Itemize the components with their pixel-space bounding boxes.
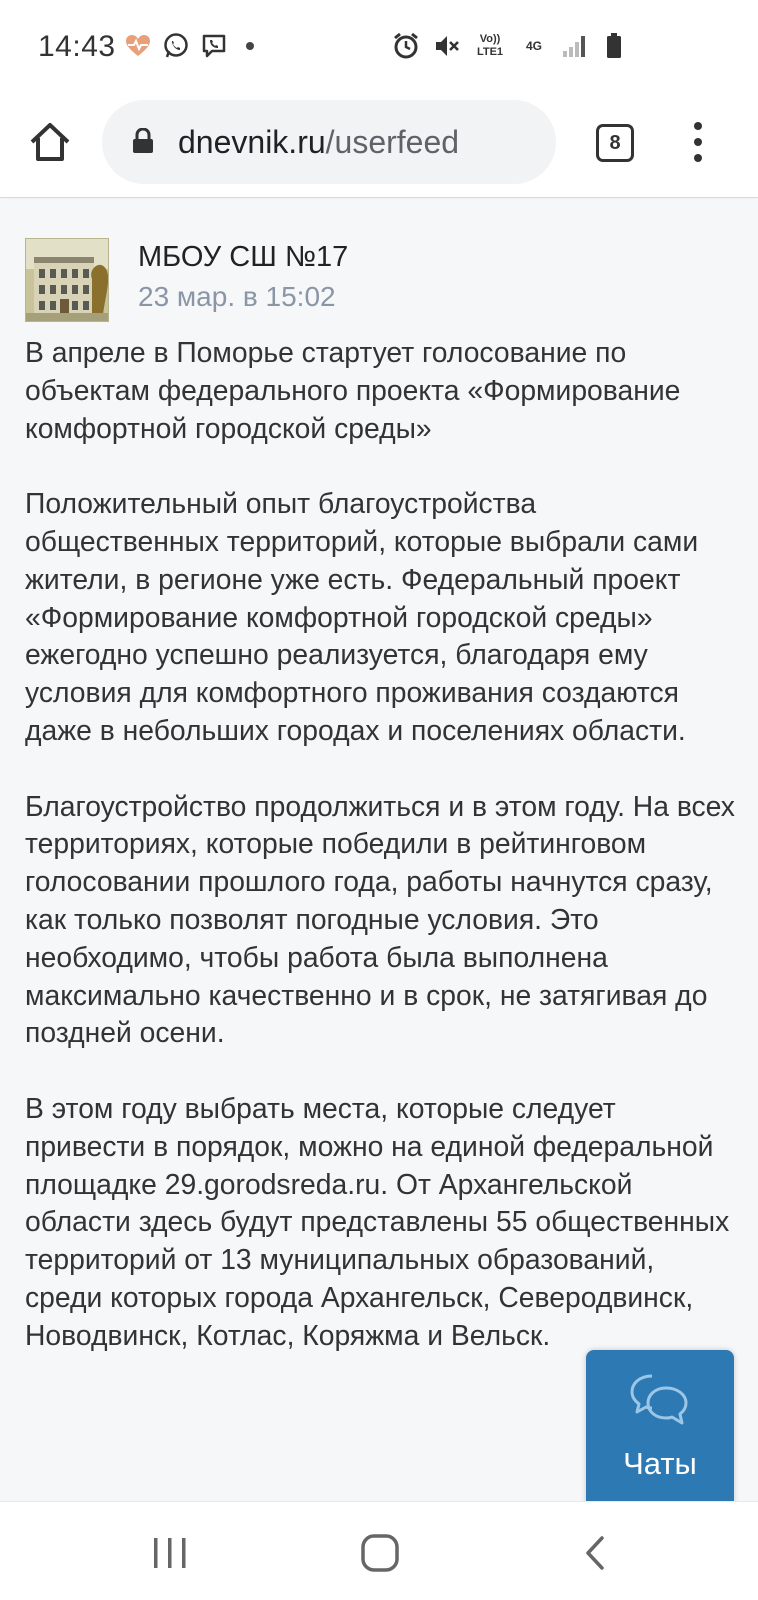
status-bar: [0, 0, 758, 100]
notification-dot-icon: [246, 42, 254, 50]
signal-icon: [560, 32, 588, 60]
status-notification-icons: [124, 32, 254, 60]
url-text: [178, 124, 459, 161]
address-bar[interactable]: [102, 100, 556, 184]
post-date: 23 мар. в 15:02: [138, 281, 336, 312]
post-author[interactable]: МБОУ СШ №17: [138, 241, 349, 273]
status-time: 14:43: [38, 30, 116, 63]
chats-label: Чаты: [623, 1446, 697, 1481]
url-domain: dnevnik.ru: [178, 124, 326, 160]
feed-content: [0, 199, 758, 1501]
alarm-icon: [392, 32, 420, 60]
volte-icon: Vo)) LTE1: [476, 33, 504, 58]
post-paragraph: Благоустройство продолжиться и в этом году. На всех территориях, которые победили в рейтинговом голосовании прошлого года, работы начнутся сразу, как только позволят погодные условия. Это необходимо, чтобы работа была выполнена максимально качественно и в срок, не затягивая до поздней осени.: [25, 789, 735, 1049]
author-avatar[interactable]: [25, 238, 109, 322]
post-paragraph: В этом году выбрать места, которые следует привести в порядок, можно на единой федеральной площадке 29.gorodsreda.ru. От Архангельской области здесь будут представлены 55 общественных территорий от 13 муниципальных образований, среди которых города Архангельск, Северодвинск, Новодвинск, Котлас, Коряжма и Вельск.: [25, 1091, 730, 1351]
status-system-icons: [392, 32, 628, 60]
browser-toolbar: [0, 100, 758, 198]
heart-pulse-icon: [124, 32, 152, 60]
4g-icon: 4G: [525, 39, 542, 53]
recent-apps-icon[interactable]: [150, 1534, 190, 1572]
whatsapp-icon: [162, 32, 190, 60]
url-path: /userfeed: [325, 124, 460, 160]
post-paragraph: В апреле в Поморье стартует голосование по объектам федерального проекта «Формирование комфортной городской среды»: [25, 336, 681, 444]
battery-icon: [600, 32, 628, 60]
chat-bubbles-icon: [628, 1372, 692, 1432]
post-body: [25, 334, 735, 1392]
chats-button[interactable]: [586, 1350, 734, 1504]
home-icon[interactable]: [28, 120, 72, 164]
back-icon[interactable]: [578, 1534, 618, 1572]
mute-icon: [432, 32, 460, 60]
system-nav-bar: [0, 1501, 758, 1600]
viber-icon: [200, 32, 228, 60]
more-menu-icon[interactable]: [688, 120, 708, 164]
lock-icon: [132, 128, 154, 154]
tab-switcher-button[interactable]: 8: [596, 124, 634, 162]
home-nav-icon[interactable]: [360, 1534, 400, 1572]
post-paragraph: Положительный опыт благоустройства общественных территорий, которые выбрали сами жители, в регионе уже есть. Федеральный проект «Формирование комфортной городской среды» ежегодно успешно реализуется, благодаря ему условия для комфортного проживания создаются даже в небольших городах и поселениях области.: [25, 487, 699, 746]
